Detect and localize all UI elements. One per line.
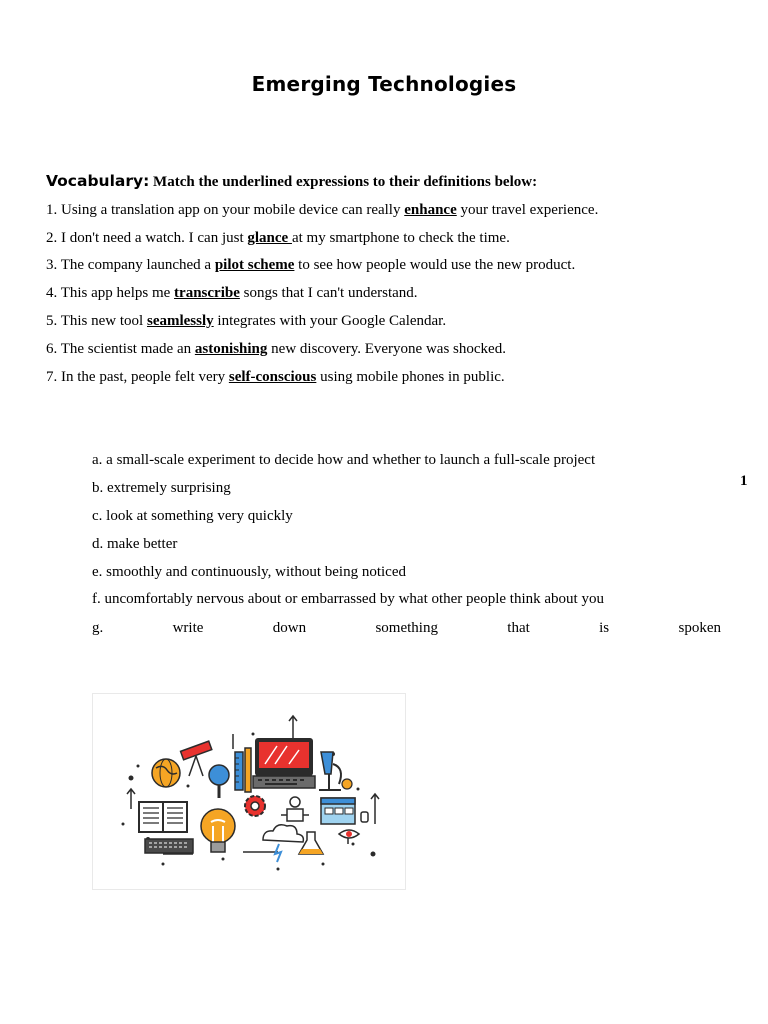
underlined-term: transcribe: [174, 285, 240, 301]
robot-icon: [281, 797, 309, 821]
coin-icon: [342, 779, 352, 789]
browser-window-icon: [321, 798, 355, 824]
definition-g-word: something: [375, 620, 438, 636]
underlined-term: self-conscious: [228, 369, 317, 385]
keyboard-icon: [145, 839, 193, 853]
sentence-2: 2. I don't need a watch. I can just glance at my smartphone to check the time.: [46, 230, 510, 246]
vocabulary-label: Vocabulary:: [46, 172, 150, 190]
underlined-term: astonishing: [194, 341, 268, 357]
definition-g-word: write: [172, 620, 204, 636]
definition-f: f. uncomfortably nervous about or embarrassed by what other people think about you: [92, 591, 604, 607]
vocabulary-instruction: Match the underlined expressions to their definitions below:: [149, 174, 538, 190]
sentence-3: 3. The company launched a pilot scheme to see how people would use the new product.: [46, 257, 576, 273]
underlined-term: enhance: [404, 202, 457, 218]
underlined-term: glance: [247, 230, 292, 246]
book-icon: [139, 802, 187, 832]
definition-b: b. extremely surprising: [92, 480, 231, 496]
vocabulary-heading: [46, 172, 537, 191]
definition-g: [92, 620, 721, 637]
definition-g-word: down: [272, 620, 307, 636]
definition-g-word: spoken: [678, 620, 721, 636]
definition-g-word: g.: [92, 620, 104, 636]
ruler-icon: [235, 748, 251, 792]
definition-g-word: is: [599, 620, 610, 636]
eye-icon: [339, 830, 359, 838]
sentence-5: 5. This new tool seamlessly integrates with your Google Calendar.: [46, 313, 447, 329]
technology-illustration: [92, 693, 406, 890]
magnifier-icon: [209, 765, 229, 798]
sentence-4: 4. This app helps me transcribe songs that I can't understand.: [46, 285, 418, 301]
gear-icon: [245, 796, 265, 816]
microscope-icon: [319, 752, 341, 790]
underlined-term: seamlessly: [146, 313, 214, 329]
page-title: Emerging Technologies: [251, 72, 517, 96]
underlined-term: pilot scheme: [214, 257, 295, 273]
phone-icon: [361, 812, 368, 822]
flask-icon: [299, 832, 323, 854]
sentence-1: 1. Using a translation app on your mobile device can really enhance your travel experience.: [46, 202, 599, 218]
sentence-7: 7. In the past, people felt very self-conscious using mobile phones in public.: [46, 369, 505, 385]
technology-icons-svg: [93, 694, 407, 891]
definition-e: e. smoothly and continuously, without being noticed: [92, 564, 406, 580]
definition-d: d. make better: [92, 536, 178, 552]
definition-c: c. look at something very quickly: [92, 508, 293, 524]
laptop-icon: [253, 738, 315, 788]
lightbulb-icon: [201, 809, 235, 852]
cloud-icon: [263, 825, 303, 862]
sentence-6: 6. The scientist made an astonishing new discovery. Everyone was shocked.: [46, 341, 506, 357]
definition-g-word: that: [507, 620, 530, 636]
page-number: 1: [740, 473, 748, 489]
telescope-icon: [181, 741, 212, 776]
globe-icon: [152, 759, 180, 787]
definition-a: a. a small-scale experiment to decide how and whether to launch a full-scale project: [92, 452, 596, 468]
